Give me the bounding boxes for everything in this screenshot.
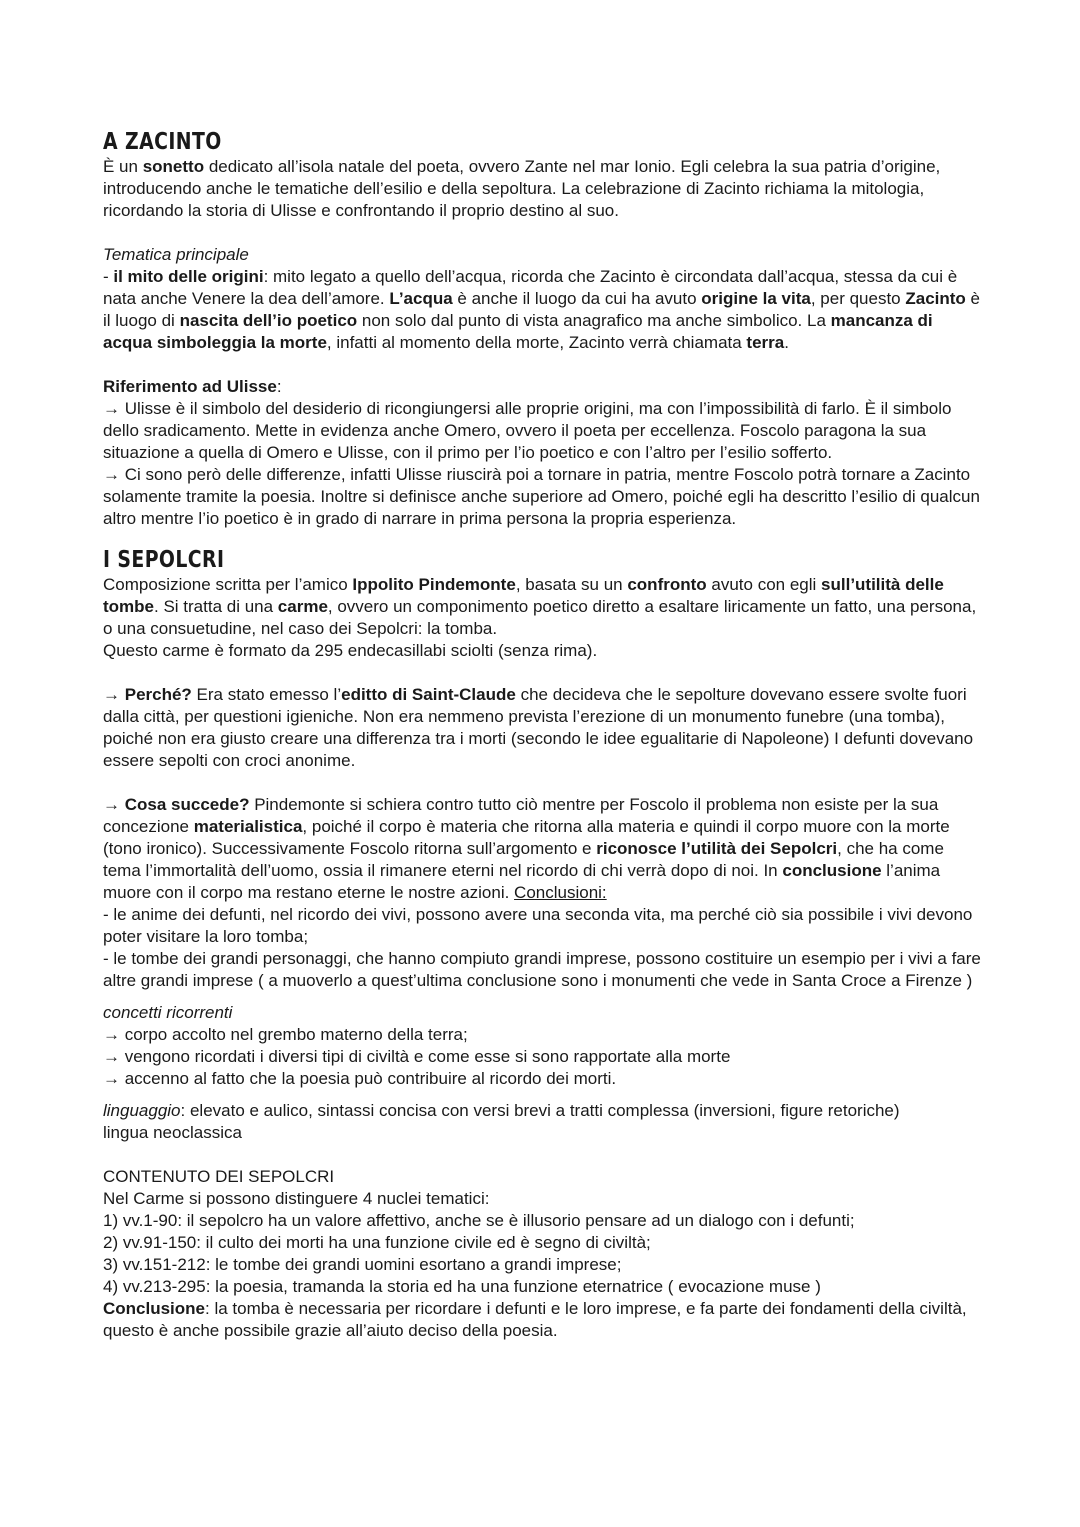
conclusione-paragraph	[103, 1298, 983, 1342]
text-run: confronto	[627, 575, 707, 594]
text-run: Ulisse è il simbolo del desiderio di ricongiungersi alle proprie origini, ma con l’impossibilità di farlo. È il simbolo dello sradicamento. Mette in evidenza anche Omero, ovvero il poeta per eccellenza. Foscolo paragona la sua situazione a quella di Omero e Ulisse, con il primo per l’io poetico e con l’altro per l’esilio sofferto.	[103, 399, 952, 462]
arrow-icon: →	[103, 685, 125, 704]
ulisse-paragraph-1	[103, 398, 983, 464]
linguaggio-text: : elevato e aulico, sintassi concisa con versi brevi a tratti complessa (inversioni, figure retoriche)	[180, 1101, 900, 1120]
ulisse-paragraph-2	[103, 464, 983, 530]
text-run: terra	[746, 333, 785, 352]
text-run: non solo dal punto di vista anagrafico ma anche simbolico. La	[357, 311, 831, 330]
text-run: mancanza di acqua simboleggia la morte	[103, 311, 933, 352]
text-run: Cosa succede?	[124, 795, 250, 814]
arrow-icon: →	[103, 795, 125, 814]
section-title-sepolcri: I SEPOLCRI	[103, 547, 225, 573]
text-run: : la tomba è necessaria per ricordare i defunti e le loro imprese, e fa parte dei fondamenti della civiltà, questo è anche possibile grazie all’aiuto deciso della poesia.	[103, 1299, 967, 1340]
nucleo-item-3: 3) vv.151-212: le tombe dei grandi uomini esortano a grandi imprese;	[103, 1255, 622, 1274]
text-run: , poiché il corpo è materia che ritorna alla materia e quindi il corpo muore con la morte (tono ironico). Successivamente Foscolo ritorna sull’argomento e	[103, 817, 950, 858]
arrow-icon: →	[103, 465, 125, 484]
text-run: È un	[103, 157, 143, 176]
linguaggio-line-2: lingua neoclassica	[103, 1123, 242, 1142]
text-run: editto di Saint-Claude	[341, 685, 516, 704]
nucleo-item-1: 1) vv.1-90: il sepolcro ha un valore affettivo, anche se è illusorio pensare ad un dialogo con i defunti;	[103, 1211, 855, 1230]
sepolcri-intro-2: Questo carme è formato da 295 endecasillabi sciolti (senza rima).	[103, 641, 598, 660]
text-run: Ippolito Pindemonte	[352, 575, 516, 594]
text-run: Conclusioni:	[514, 883, 607, 902]
zacinto-intro	[103, 156, 983, 222]
text-run: avuto con egli	[706, 575, 822, 594]
text-run: : mito legato a quello dell’acqua, ricorda che Zacinto è circondata dall’acqua, stessa da cui è nata anche Venere la dea dell’amore.	[103, 267, 958, 308]
arrow-icon: →	[103, 399, 125, 418]
text-run: riconosce l’utilità dei Sepolcri	[596, 839, 838, 858]
nucleo-item-4: 4) vv.213-295: la poesia, tramanda la storia ed ha una funzione eternatrice ( evocazione muse )	[103, 1277, 821, 1296]
linguaggio-line	[103, 1100, 983, 1122]
sepolcri-intro	[103, 574, 983, 640]
conclusione-item-2: - le tombe dei grandi personaggi, che hanno compiuto grandi imprese, possono costituire un esempio per i vivi a fare altre grandi imprese ( a muoverlo a quest’ultima conclusione sono i monumenti che vede in Santa Croce a Firenze )	[103, 949, 981, 990]
text-run: Composizione scritta per l’amico	[103, 575, 353, 594]
text-run: dedicato all’isola natale del poeta, ovvero Zante nel mar Ionio. Egli celebra la sua patria d’origine, introducendo anche le tematiche dell’esilio e della sepoltura. La celebrazione di Zacinto richiama la mitologia, ricordando la storia di Ulisse e confrontando il proprio destino al suo.	[103, 157, 941, 220]
contenuto-intro: Nel Carme si possono distinguere 4 nuclei tematici:	[103, 1189, 490, 1208]
zacinto-theme-paragraph	[103, 266, 983, 354]
text-run: è il luogo di	[103, 289, 981, 330]
text-run: , che ha come tema l’immortalità dell’uomo, ossia il rimanere eterni nel ricordo di chi verrà dopo di noi. In	[103, 839, 944, 880]
nucleo-item-2: 2) vv.91-150: il culto dei morti ha una funzione civile ed è segno di civiltà;	[103, 1233, 651, 1252]
perche-paragraph	[103, 684, 983, 772]
text-run: nascita dell’io poetico	[179, 311, 358, 330]
document-body	[103, 128, 983, 1342]
text-run: .	[784, 333, 789, 352]
text-run: origine la vita	[701, 289, 811, 308]
cosa-succede-paragraph	[103, 794, 983, 904]
text-run: Perché?	[124, 685, 192, 704]
text-run: :	[276, 377, 282, 396]
concetti-heading: concetti ricorrenti	[103, 1003, 233, 1022]
text-run: , basata su un	[515, 575, 628, 594]
text-run: è anche il luogo da cui ha avuto	[452, 289, 702, 308]
conclusione-item-1: - le anime dei defunti, nel ricordo dei vivi, possono avere una seconda vita, ma perché ciò sia possibile i vivi devono poter visitare la loro tomba;	[103, 905, 973, 946]
text-run: Riferimento ad Ulisse	[103, 377, 277, 396]
zacinto-theme-heading: Tematica principale	[103, 245, 249, 264]
text-run: materialistica	[193, 817, 303, 836]
text-run: Conclusione	[103, 1299, 206, 1318]
ulisse-heading	[103, 376, 983, 398]
text-run: carme	[277, 597, 328, 616]
text-run: , infatti al momento della morte, Zacinto verrà chiamata	[326, 333, 747, 352]
text-run: Pindemonte si schiera contro tutto ciò mentre per Foscolo il problema non esiste per la sua concezione	[103, 795, 939, 836]
text-run: . Si tratta di una	[154, 597, 278, 616]
text-run: conclusione	[782, 861, 882, 880]
linguaggio-label: linguaggio	[103, 1101, 181, 1120]
concetto-item-1: → corpo accolto nel grembo materno della terra;	[103, 1025, 468, 1044]
text-run: Zacinto	[905, 289, 966, 308]
concetto-item-3: → accenno al fatto che la poesia può contribuire al ricordo dei morti.	[103, 1069, 617, 1088]
text-run: , ovvero un componimento poetico diretto a esaltare liricamente un fatto, una persona, o una consuetudine, nel caso dei Sepolcri: la tomba.	[103, 597, 977, 638]
text-run: sonetto	[142, 157, 205, 176]
text-run: il mito delle origini	[113, 267, 264, 286]
concetto-item-2: → vengono ricordati i diversi tipi di civiltà e come esse si sono rapportate alla morte	[103, 1047, 731, 1066]
contenuto-heading: CONTENUTO DEI SEPOLCRI	[103, 1167, 335, 1186]
section-title-zacinto: A ZACINTO	[103, 129, 222, 155]
text-run: Era stato emesso l’	[191, 685, 342, 704]
text-run: che decideva che le sepolture dovevano essere svolte fuori dalla città, per questioni igieniche. Non era nemmeno prevista l’erezione di un monumento funebre (una tomba), poiché non era giusto creare una differenza tra i morti (secondo le idee egualitarie di Napoleone) I defunti dovevano essere sepolti con croci anonime.	[103, 685, 974, 770]
text-run: Ci sono però delle differenze, infatti Ulisse riuscirà poi a tornare in patria, mentre Foscolo potrà tornare a Zacinto solamente tramite la poesia. Inoltre si definisce anche superiore ad Omero, poiché egli ha descritto l’esilio di qualcun altro mentre l’io poetico è in grado di narrare in prima persona la propria esperienza.	[103, 465, 980, 528]
text-run: sull’utilità delle tombe	[103, 575, 944, 616]
text-run: -	[103, 267, 114, 286]
text-run: , per questo	[810, 289, 906, 308]
text-run: l’anima muore con il corpo ma restano eterne le nostre azioni.	[103, 861, 941, 902]
text-run: L’acqua	[389, 289, 453, 308]
